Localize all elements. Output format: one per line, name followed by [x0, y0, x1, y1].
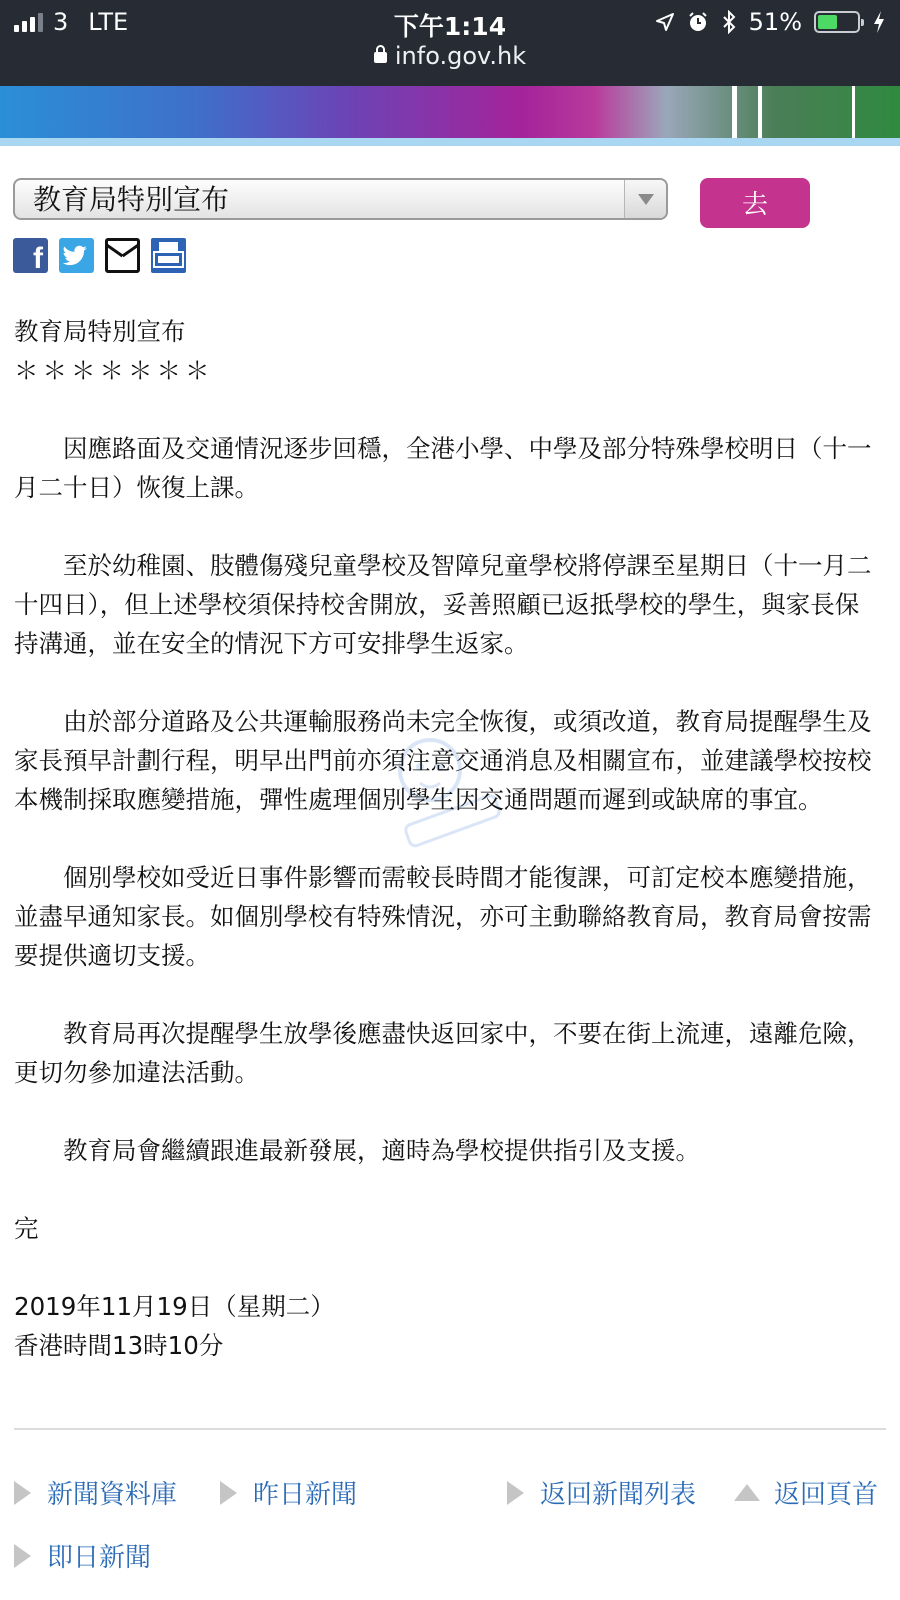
- news-category-select[interactable]: [13, 178, 668, 220]
- nav-yesterday-news[interactable]: [220, 1474, 357, 1511]
- site-banner: [0, 86, 900, 138]
- article-paragraph: 個別學校如受近日事件影響而需較長時間才能復課，可訂定校本應變措施，並盡早通知家長。如個別學校有特殊情況，亦可主動聯絡教育局，教育局會按需要提供適切支援。: [14, 863, 872, 970]
- status-time: 下午1:14: [393, 12, 507, 41]
- alarm-icon: [687, 11, 709, 33]
- arrow-right-icon: [14, 1544, 31, 1568]
- arrow-right-icon: [507, 1481, 524, 1505]
- arrow-right-icon: [14, 1481, 31, 1505]
- network-label: LTE: [88, 8, 129, 36]
- banner-underline: [0, 138, 900, 146]
- select-value: 教育局特別宣布: [33, 183, 230, 216]
- article-end-mark: 完: [14, 1214, 39, 1243]
- nav-label: 即日新聞: [47, 1543, 152, 1573]
- article-paragraph: 因應路面及交通情況逐步回穩，全港小學、中學及部分特殊學校明日（十一月二十日）恢復上課。: [14, 434, 872, 502]
- url-text: info.gov.hk: [394, 42, 527, 70]
- article-date: 2019年11月19日（星期二）: [14, 1292, 335, 1321]
- nav-label: 返回新聞列表: [540, 1480, 697, 1510]
- nav-news-archive[interactable]: [14, 1474, 177, 1511]
- address-bar[interactable]: [0, 42, 900, 70]
- status-right: [655, 8, 886, 36]
- nav-label: 新聞資料庫: [47, 1480, 178, 1510]
- share-bar: [13, 238, 186, 273]
- battery-percent: 51%: [748, 8, 802, 36]
- article-paragraph: 教育局再次提醒學生放學後應盡快返回家中，不要在街上流連，遠離危險，更切勿參加違法活動。: [14, 1019, 872, 1087]
- print-icon[interactable]: [151, 238, 186, 273]
- chevron-down-icon[interactable]: [624, 180, 666, 218]
- article-paragraph: 由於部分道路及公共運輸服務尚未完全恢復，或須改道，教育局提醒學生及家長預早計劃行程，明早出門前亦須注意交通消息及相關宣布，並建議學校按校本機制採取應變措施，彈性處理個別學生因交通問題而遲到或缺席的事宜。: [14, 707, 872, 814]
- nav-today-news[interactable]: [14, 1537, 151, 1574]
- mail-icon[interactable]: [105, 238, 140, 273]
- status-bar: [0, 0, 900, 86]
- article-time: 香港時間13時10分: [14, 1331, 224, 1360]
- go-button[interactable]: 去: [700, 178, 810, 228]
- bluetooth-icon: [721, 10, 737, 34]
- press-release: [14, 312, 876, 1365]
- carrier-label: 3: [53, 8, 69, 36]
- article-paragraph: 教育局會繼續跟進最新發展，適時為學校提供指引及支援。: [63, 1136, 700, 1165]
- lock-icon: [374, 52, 387, 63]
- arrow-right-icon: [220, 1481, 237, 1505]
- footer-divider: [14, 1428, 886, 1430]
- article-separator: ＊＊＊＊＊＊＊: [14, 356, 214, 385]
- location-arrow-icon: [655, 12, 675, 32]
- nav-label: 返回頁首: [774, 1480, 879, 1510]
- nav-label: 昨日新聞: [253, 1480, 358, 1510]
- nav-back-to-top[interactable]: [734, 1474, 878, 1511]
- battery-icon: [814, 11, 860, 33]
- article-title: 教育局特別宣布: [14, 317, 186, 346]
- arrow-up-icon: [734, 1484, 760, 1501]
- facebook-icon[interactable]: f: [13, 238, 48, 273]
- charging-icon: [872, 10, 886, 34]
- nav-back-to-list[interactable]: [507, 1474, 696, 1511]
- twitter-icon[interactable]: [59, 238, 94, 273]
- article-paragraph: 至於幼稚園、肢體傷殘兒童學校及智障兒童學校將停課至星期日（十一月二十四日），但上述學校須保持校舍開放，妥善照顧已返抵學校的學生，與家長保持溝通，並在安全的情況下方可安排學生返家。: [14, 551, 872, 658]
